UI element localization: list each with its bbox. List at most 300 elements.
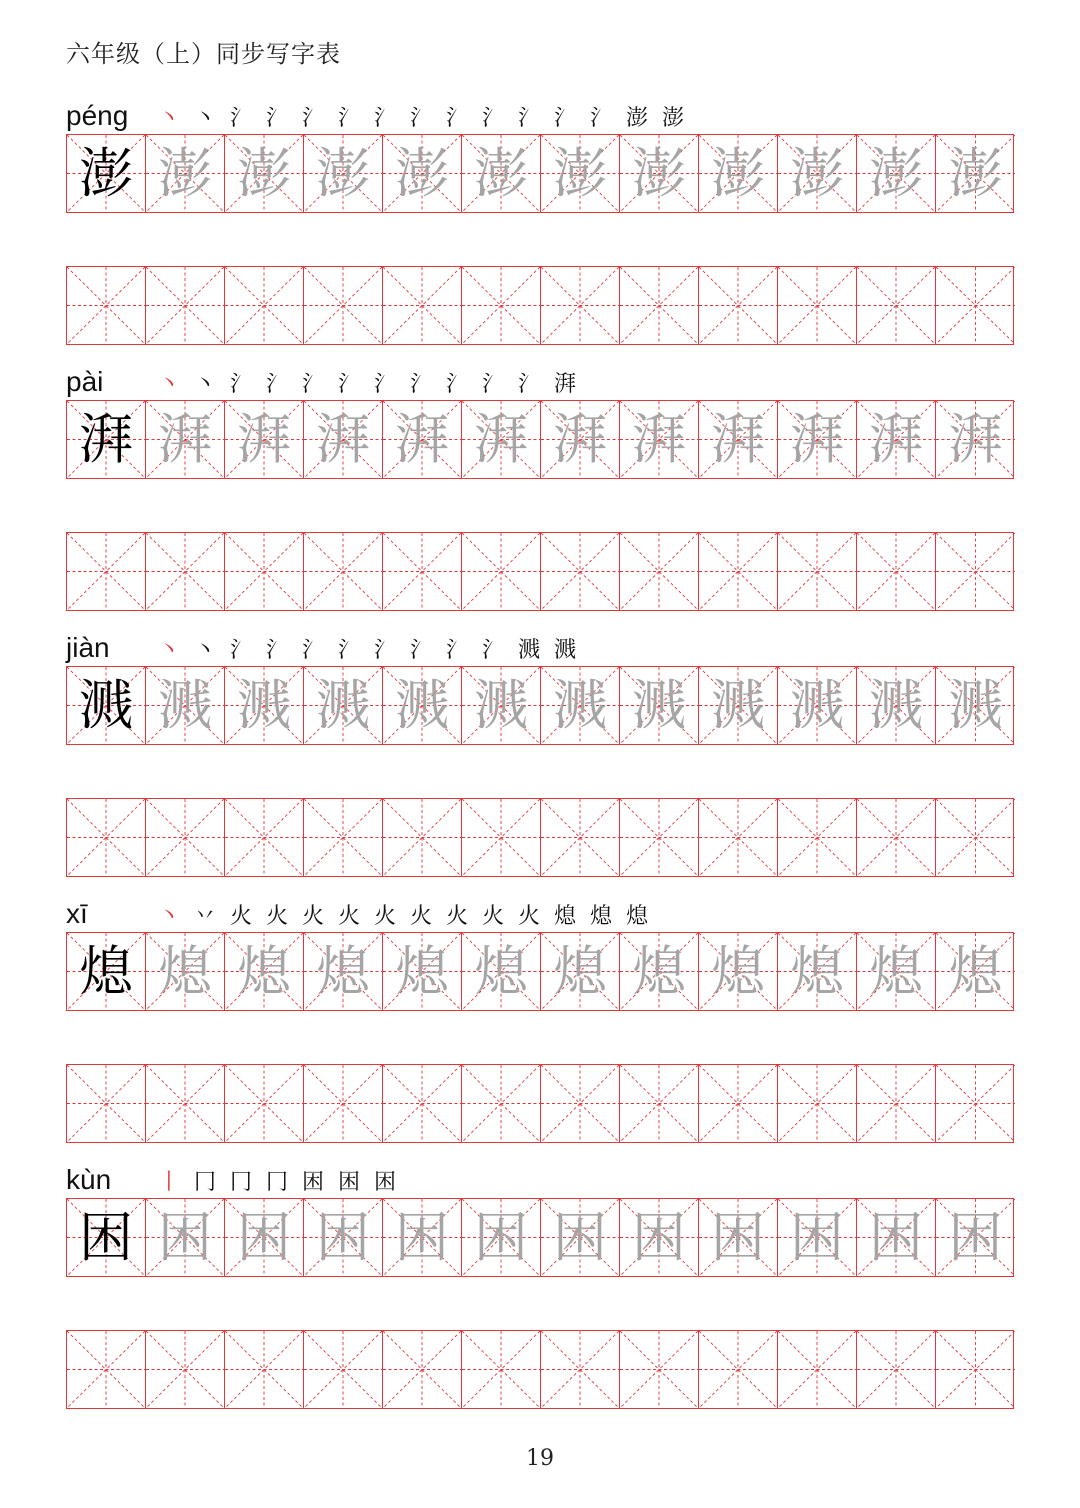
trace-character: 澎 (316, 141, 370, 205)
grid-guide-lines (936, 1065, 1015, 1142)
trace-character-cell[interactable] (541, 401, 620, 478)
stroke-order-step: 氵 (553, 106, 576, 131)
trace-character-cell[interactable] (699, 667, 778, 744)
trace-character-cell[interactable] (936, 401, 1015, 478)
trace-character-cell[interactable] (304, 135, 383, 212)
model-character: 湃 (79, 407, 133, 471)
blank-writing-cell[interactable] (383, 267, 462, 344)
trace-character-cell[interactable] (778, 135, 857, 212)
trace-character: 湃 (632, 407, 686, 471)
trace-character-cell[interactable] (620, 1199, 699, 1276)
grid-guide-lines (462, 799, 540, 876)
trace-character-cell[interactable] (857, 401, 936, 478)
trace-character-cell[interactable] (620, 135, 699, 212)
trace-character: 熄 (395, 939, 449, 1003)
blank-writing-cell[interactable] (67, 533, 146, 610)
stroke-order-step: 火 (265, 904, 288, 929)
grid-guide-lines (699, 533, 777, 610)
trace-character: 溅 (237, 673, 291, 737)
stroke-order-step: 湃 (553, 372, 576, 397)
blank-writing-cell[interactable] (225, 799, 304, 876)
grid-guide-lines (541, 267, 619, 344)
blank-writing-cell[interactable] (699, 799, 778, 876)
trace-character: 困 (632, 1205, 686, 1269)
blank-writing-cell[interactable] (225, 533, 304, 610)
blank-writing-cell[interactable] (304, 267, 383, 344)
tracing-grid-row (66, 134, 1014, 213)
trace-character: 困 (395, 1205, 449, 1269)
blank-writing-cell[interactable] (462, 267, 541, 344)
trace-character: 熄 (948, 939, 1003, 1003)
blank-writing-cell[interactable] (462, 799, 541, 876)
grid-guide-lines (304, 533, 382, 610)
blank-practice-grid-row (66, 266, 1014, 345)
grid-guide-lines (778, 267, 856, 344)
grid-guide-lines (857, 799, 935, 876)
stroke-order-step: 冂 (193, 1170, 216, 1195)
stroke-order-step: 丶 (193, 106, 216, 131)
blank-writing-cell[interactable] (146, 533, 225, 610)
stroke-order-sequence (152, 906, 654, 928)
trace-character: 湃 (395, 407, 449, 471)
grid-guide-lines (383, 1065, 461, 1142)
trace-character: 困 (158, 1205, 212, 1269)
grid-guide-lines (778, 799, 856, 876)
blank-practice-grid-row (66, 532, 1014, 611)
blank-writing-cell[interactable] (67, 1331, 146, 1408)
pinyin-label: xī (66, 898, 88, 929)
model-character-cell[interactable] (67, 667, 146, 744)
trace-character-cell[interactable] (936, 933, 1015, 1010)
grid-guide-lines (541, 1331, 619, 1408)
trace-character-cell[interactable] (225, 401, 304, 478)
trace-character-cell[interactable] (620, 933, 699, 1010)
trace-character: 困 (316, 1205, 370, 1269)
grid-guide-lines (383, 533, 461, 610)
tracing-grid-row (66, 1198, 1014, 1277)
model-character-cell[interactable] (67, 933, 146, 1010)
trace-character-cell[interactable] (936, 135, 1015, 212)
stroke-order-step: 火 (445, 904, 468, 929)
blank-writing-cell[interactable] (857, 1331, 936, 1408)
model-character: 溅 (79, 673, 133, 737)
grid-guide-lines (778, 533, 856, 610)
grid-guide-lines (541, 799, 619, 876)
trace-character: 湃 (553, 407, 607, 471)
trace-character-cell[interactable] (620, 401, 699, 478)
pinyin-label: jiàn (66, 632, 110, 663)
grid-guide-lines (462, 1065, 540, 1142)
trace-character: 熄 (632, 939, 686, 1003)
trace-character: 澎 (790, 141, 844, 205)
blank-writing-cell[interactable] (146, 267, 225, 344)
trace-character: 澎 (711, 141, 765, 205)
grid-guide-lines (778, 1065, 856, 1142)
trace-character-cell[interactable] (541, 667, 620, 744)
trace-character: 困 (237, 1205, 291, 1269)
blank-writing-cell[interactable] (462, 1065, 541, 1142)
grid-guide-lines (67, 799, 145, 876)
stroke-order-sequence (152, 1172, 402, 1194)
stroke-order-sequence (152, 108, 690, 130)
trace-character-cell[interactable] (304, 1199, 383, 1276)
stroke-order-step: 氵 (337, 638, 360, 663)
grid-guide-lines (857, 1331, 935, 1408)
trace-character-cell[interactable] (541, 933, 620, 1010)
trace-character: 熄 (237, 939, 291, 1003)
grid-guide-lines (304, 267, 382, 344)
trace-character-cell[interactable] (778, 401, 857, 478)
trace-character-cell[interactable] (304, 667, 383, 744)
stroke-order-sequence (152, 640, 582, 662)
blank-writing-cell[interactable] (699, 1331, 778, 1408)
tracing-grid-row (66, 932, 1014, 1011)
blank-writing-cell[interactable] (778, 799, 857, 876)
stroke-order-step: 氵 (229, 106, 252, 131)
grid-guide-lines (620, 799, 698, 876)
blank-writing-cell[interactable] (699, 267, 778, 344)
blank-writing-cell[interactable] (936, 1331, 1015, 1408)
trace-character-cell[interactable] (146, 135, 225, 212)
trace-character: 澎 (553, 141, 607, 205)
trace-character-cell[interactable] (936, 1199, 1015, 1276)
trace-character: 困 (474, 1205, 528, 1269)
trace-character-cell[interactable] (541, 1199, 620, 1276)
model-character-cell[interactable] (67, 135, 146, 212)
trace-character: 湃 (237, 407, 291, 471)
blank-writing-cell[interactable] (541, 1331, 620, 1408)
stroke-order-step: 氵 (265, 372, 288, 397)
grid-guide-lines (67, 533, 145, 610)
blank-writing-cell[interactable] (620, 1065, 699, 1142)
pinyin-label: péng (66, 100, 129, 131)
blank-writing-cell[interactable] (67, 799, 146, 876)
stroke-order-step: 溅 (553, 638, 576, 663)
page-title: 六年级（上）同步写字表 (66, 40, 341, 68)
trace-character: 困 (553, 1205, 607, 1269)
stroke-order-step: 氵 (589, 106, 612, 131)
grid-guide-lines (541, 533, 619, 610)
grid-guide-lines (383, 267, 461, 344)
grid-guide-lines (225, 1065, 303, 1142)
blank-writing-cell[interactable] (620, 267, 699, 344)
grid-guide-lines (857, 267, 935, 344)
stroke-order-step: 丶 (157, 904, 180, 929)
blank-writing-cell[interactable] (462, 1331, 541, 1408)
grid-guide-lines (146, 1065, 224, 1142)
trace-character-cell[interactable] (699, 933, 778, 1010)
trace-character: 湃 (316, 407, 370, 471)
blank-writing-cell[interactable] (462, 533, 541, 610)
grid-guide-lines (225, 799, 303, 876)
trace-character-cell[interactable] (857, 667, 936, 744)
trace-character-cell[interactable] (225, 933, 304, 1010)
stroke-order-step: 氵 (445, 638, 468, 663)
trace-character: 溅 (948, 673, 1003, 737)
grid-guide-lines (936, 267, 1015, 344)
stroke-order-step: 氵 (229, 638, 252, 663)
blank-writing-cell[interactable] (225, 1331, 304, 1408)
model-character-cell[interactable] (67, 1199, 146, 1276)
trace-character-cell[interactable] (462, 401, 541, 478)
blank-writing-cell[interactable] (383, 1065, 462, 1142)
stroke-order-step: 氵 (481, 106, 504, 131)
grid-guide-lines (146, 1331, 224, 1408)
trace-character: 溅 (869, 673, 923, 737)
trace-character-cell[interactable] (936, 667, 1015, 744)
trace-character-cell[interactable] (383, 135, 462, 212)
trace-character: 湃 (158, 407, 212, 471)
stroke-order-step: 氵 (409, 372, 432, 397)
blank-writing-cell[interactable] (146, 1331, 225, 1408)
grid-guide-lines (936, 799, 1015, 876)
grid-guide-lines (146, 799, 224, 876)
stroke-order-step: 火 (337, 904, 360, 929)
trace-character-cell[interactable] (462, 667, 541, 744)
grid-guide-lines (936, 533, 1015, 610)
stroke-order-step: 氵 (481, 638, 504, 663)
stroke-order-step: 丶 (193, 372, 216, 397)
blank-writing-cell[interactable] (699, 1065, 778, 1142)
stroke-order-step: 氵 (373, 372, 396, 397)
grid-guide-lines (67, 1331, 145, 1408)
blank-practice-grid-row (66, 1064, 1014, 1143)
trace-character-cell[interactable] (699, 401, 778, 478)
trace-character: 湃 (474, 407, 528, 471)
trace-character-cell[interactable] (225, 1199, 304, 1276)
trace-character: 澎 (395, 141, 449, 205)
blank-writing-cell[interactable] (620, 533, 699, 610)
grid-guide-lines (383, 799, 461, 876)
blank-writing-cell[interactable] (146, 799, 225, 876)
pinyin-label: pài (66, 366, 104, 397)
trace-character: 溅 (711, 673, 765, 737)
stroke-order-step: 丶 (157, 638, 180, 663)
trace-character-cell[interactable] (225, 135, 304, 212)
grid-guide-lines (146, 533, 224, 610)
pinyin-stroke-row (66, 1150, 402, 1194)
stroke-order-step: 氵 (301, 372, 324, 397)
model-character: 困 (79, 1205, 133, 1269)
grid-guide-lines (304, 799, 382, 876)
trace-character-cell[interactable] (620, 667, 699, 744)
stroke-order-step: 丨 (157, 1170, 180, 1195)
blank-practice-grid-row (66, 1330, 1014, 1409)
blank-writing-cell[interactable] (936, 1065, 1015, 1142)
tracing-grid-row (66, 666, 1014, 745)
stroke-order-step: 氵 (301, 638, 324, 663)
trace-character: 澎 (158, 141, 212, 205)
trace-character-cell[interactable] (146, 933, 225, 1010)
trace-character: 熄 (158, 939, 212, 1003)
trace-character: 溅 (632, 673, 686, 737)
stroke-order-step: 氵 (373, 106, 396, 131)
stroke-order-step: 冂 (229, 1170, 252, 1195)
trace-character: 湃 (869, 407, 923, 471)
stroke-order-step: 氵 (409, 106, 432, 131)
stroke-order-step: 氵 (409, 638, 432, 663)
trace-character-cell[interactable] (383, 667, 462, 744)
blank-writing-cell[interactable] (146, 1065, 225, 1142)
trace-character-cell[interactable] (383, 1199, 462, 1276)
trace-character: 熄 (474, 939, 528, 1003)
model-character: 澎 (79, 141, 133, 205)
trace-character: 溅 (474, 673, 528, 737)
blank-writing-cell[interactable] (225, 1065, 304, 1142)
trace-character-cell[interactable] (857, 1199, 936, 1276)
trace-character: 熄 (869, 939, 923, 1003)
blank-writing-cell[interactable] (383, 799, 462, 876)
grid-guide-lines (225, 533, 303, 610)
blank-practice-grid-row (66, 798, 1014, 877)
blank-writing-cell[interactable] (304, 533, 383, 610)
blank-writing-cell[interactable] (383, 533, 462, 610)
stroke-order-step: 丶 (157, 106, 180, 131)
stroke-order-step: 火 (229, 904, 252, 929)
page-number: 19 (526, 1446, 554, 1471)
trace-character-cell[interactable] (541, 135, 620, 212)
trace-character-cell[interactable] (778, 1199, 857, 1276)
stroke-order-step: 氵 (265, 638, 288, 663)
trace-character-cell[interactable] (304, 933, 383, 1010)
blank-writing-cell[interactable] (541, 267, 620, 344)
grid-guide-lines (620, 1065, 698, 1142)
stroke-order-step: 困 (337, 1170, 360, 1195)
stroke-order-step: 困 (373, 1170, 396, 1195)
blank-writing-cell[interactable] (857, 533, 936, 610)
grid-guide-lines (699, 1331, 777, 1408)
blank-writing-cell[interactable] (857, 267, 936, 344)
grid-guide-lines (304, 1065, 382, 1142)
grid-guide-lines (699, 799, 777, 876)
model-character-cell[interactable] (67, 401, 146, 478)
stroke-order-step: 火 (373, 904, 396, 929)
grid-guide-lines (225, 1331, 303, 1408)
trace-character-cell[interactable] (857, 135, 936, 212)
grid-guide-lines (304, 1331, 382, 1408)
blank-writing-cell[interactable] (857, 1065, 936, 1142)
trace-character-cell[interactable] (225, 667, 304, 744)
blank-writing-cell[interactable] (541, 799, 620, 876)
trace-character-cell[interactable] (462, 135, 541, 212)
stroke-order-step: 火 (481, 904, 504, 929)
blank-writing-cell[interactable] (699, 533, 778, 610)
trace-character: 澎 (474, 141, 528, 205)
trace-character: 困 (711, 1205, 765, 1269)
blank-writing-cell[interactable] (778, 533, 857, 610)
stroke-order-step: 丷 (193, 904, 216, 929)
grid-guide-lines (67, 267, 145, 344)
blank-writing-cell[interactable] (541, 1065, 620, 1142)
trace-character-cell[interactable] (462, 933, 541, 1010)
stroke-order-step: 困 (301, 1170, 324, 1195)
grid-guide-lines (857, 1065, 935, 1142)
trace-character: 溅 (553, 673, 607, 737)
trace-character-cell[interactable] (146, 1199, 225, 1276)
trace-character-cell[interactable] (304, 401, 383, 478)
pinyin-stroke-row (66, 618, 582, 662)
trace-character: 溅 (790, 673, 844, 737)
grid-guide-lines (383, 1331, 461, 1408)
grid-guide-lines (541, 1065, 619, 1142)
grid-guide-lines (778, 1331, 856, 1408)
stroke-order-step: 氵 (445, 372, 468, 397)
trace-character-cell[interactable] (778, 933, 857, 1010)
stroke-order-step: 氵 (517, 372, 540, 397)
trace-character-cell[interactable] (778, 667, 857, 744)
blank-writing-cell[interactable] (778, 1331, 857, 1408)
trace-character-cell[interactable] (857, 933, 936, 1010)
blank-writing-cell[interactable] (67, 267, 146, 344)
trace-character-cell[interactable] (699, 1199, 778, 1276)
model-character: 熄 (79, 939, 133, 1003)
trace-character: 澎 (948, 141, 1003, 205)
stroke-order-step: 氵 (517, 106, 540, 131)
blank-writing-cell[interactable] (541, 533, 620, 610)
blank-writing-cell[interactable] (620, 1331, 699, 1408)
trace-character: 困 (869, 1205, 923, 1269)
blank-writing-cell[interactable] (304, 1331, 383, 1408)
trace-character: 澎 (237, 141, 291, 205)
trace-character-cell[interactable] (146, 401, 225, 478)
blank-writing-cell[interactable] (936, 533, 1015, 610)
stroke-order-step: 澎 (625, 106, 648, 131)
blank-writing-cell[interactable] (383, 1331, 462, 1408)
grid-guide-lines (225, 267, 303, 344)
tracing-grid-row (66, 400, 1014, 479)
trace-character: 湃 (711, 407, 765, 471)
blank-writing-cell[interactable] (225, 267, 304, 344)
blank-writing-cell[interactable] (936, 267, 1015, 344)
blank-writing-cell[interactable] (620, 799, 699, 876)
grid-guide-lines (620, 533, 698, 610)
stroke-order-step: 火 (409, 904, 432, 929)
grid-guide-lines (67, 1065, 145, 1142)
trace-character-cell[interactable] (146, 667, 225, 744)
trace-character-cell[interactable] (383, 933, 462, 1010)
trace-character: 熄 (553, 939, 607, 1003)
trace-character: 澎 (869, 141, 923, 205)
stroke-order-step: 冂 (265, 1170, 288, 1195)
stroke-order-step: 熄 (625, 904, 648, 929)
blank-writing-cell[interactable] (778, 1065, 857, 1142)
trace-character: 溅 (395, 673, 449, 737)
stroke-order-step: 氵 (265, 106, 288, 131)
stroke-order-step: 澎 (661, 106, 684, 131)
stroke-order-step: 火 (517, 904, 540, 929)
blank-writing-cell[interactable] (304, 799, 383, 876)
trace-character-cell[interactable] (462, 1199, 541, 1276)
stroke-order-step: 丶 (157, 372, 180, 397)
blank-writing-cell[interactable] (67, 1065, 146, 1142)
blank-writing-cell[interactable] (304, 1065, 383, 1142)
stroke-order-step: 熄 (553, 904, 576, 929)
blank-writing-cell[interactable] (857, 799, 936, 876)
trace-character: 熄 (790, 939, 844, 1003)
trace-character-cell[interactable] (383, 401, 462, 478)
stroke-order-step: 溅 (517, 638, 540, 663)
blank-writing-cell[interactable] (778, 267, 857, 344)
pinyin-stroke-row (66, 352, 582, 396)
stroke-order-sequence (152, 374, 582, 396)
trace-character-cell[interactable] (699, 135, 778, 212)
pinyin-label: kùn (66, 1164, 112, 1195)
stroke-order-step: 氵 (373, 638, 396, 663)
trace-character: 困 (948, 1205, 1003, 1269)
stroke-order-step: 熄 (589, 904, 612, 929)
grid-guide-lines (462, 1331, 540, 1408)
blank-writing-cell[interactable] (936, 799, 1015, 876)
